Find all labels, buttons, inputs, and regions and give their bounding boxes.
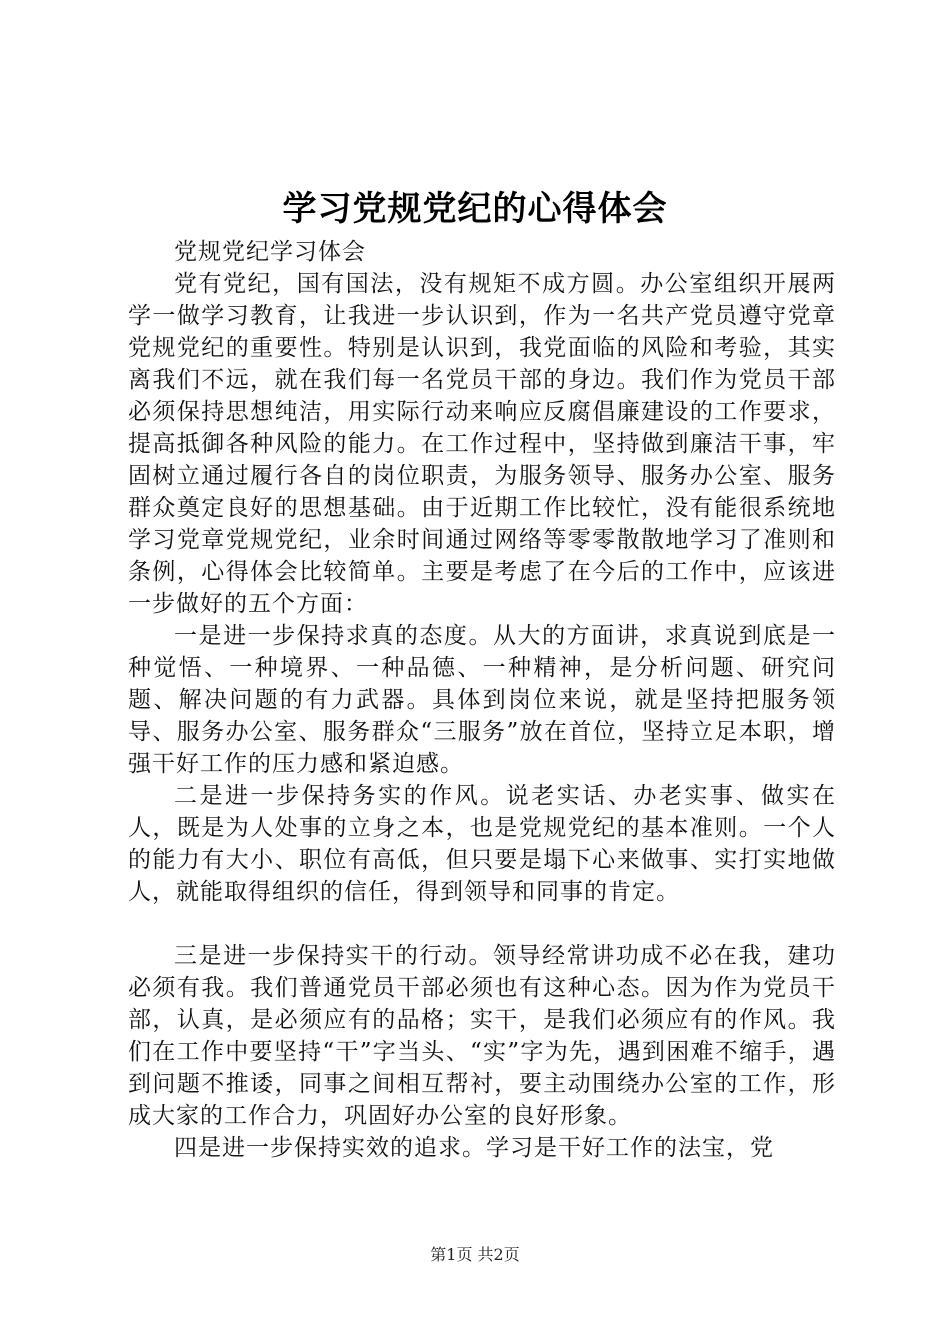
page-number-footer: 第1页 共2页	[430, 1245, 520, 1264]
paragraph-point-three: 三是进一步保持实干的行动。领导经常讲功成不必在我，建功必须有我。我们普通党员干部必须也有这种心态。因为作为党员干部，认真，是必须应有的品格；实干，是我们必须应有的作风。我们在工作中要坚持“干”字当头、“实”字为先，遇到困难不缩手，遇到问题不推诿，同事之间相互帮衬，要主动围绕办公室的工作，形成大家的工作合力，巩固好办公室的良好形象。	[128, 943, 836, 1129]
document-title: 学习党规党纪的心得体会	[282, 189, 668, 229]
paragraph-intro: 党有党纪，国有国法，没有规矩不成方圆。办公室组织开展两学一做学习教育，让我进一步认识到，作为一名共产党员遵守党章党规党纪的重要性。特别是认识到，我党面临的风险和考验，其实离我们不远，就在我们每一名党员干部的身边。我们作为党员干部必须保持思想纯洁，用实际行动来响应反腐倡廉建设的工作要求，提高抵御各种风险的能力。在工作过程中，坚持做到廉洁干事，牢固树立通过履行各自的岗位职责，为服务领导、服务办公室、服务群众奠定良好的思想基础。由于近期工作比较忙，没有能很系统地学习党章党规党纪，业余时间通过网络等零零散散地学习了准则和条例，心得体会比较简单。主要是考虑了在今后的工作中，应该进一步做好的五个方面：	[128, 271, 836, 617]
document-body	[128, 236, 836, 1164]
paragraph-point-two: 二是进一步保持务实的作风。说老实话、办老实事、做实在人，既是为人处事的立身之本，也是党规党纪的基本准则。一个人的能力有大小、职位有高低，但只要是塌下心来做事、实打实地做人，就能取得组织的信任，得到领导和同事的肯定。	[128, 783, 836, 905]
paragraph-subtitle: 党规党纪学习体会	[174, 239, 366, 265]
paragraph-point-one: 一是进一步保持求真的态度。从大的方面讲，求真说到底是一种觉悟、一种境界、一种品德、一种精神，是分析问题、研究问题、解决问题的有力武器。具体到岗位来说，就是坚持把服务领导、服务办公室、服务群众“三服务”放在首位，坚持立足本职，增强干好工作的压力感和紧迫感。	[128, 623, 836, 777]
paragraph-point-four: 四是进一步保持实效的追求。学习是干好工作的法宝，党	[174, 1135, 774, 1161]
